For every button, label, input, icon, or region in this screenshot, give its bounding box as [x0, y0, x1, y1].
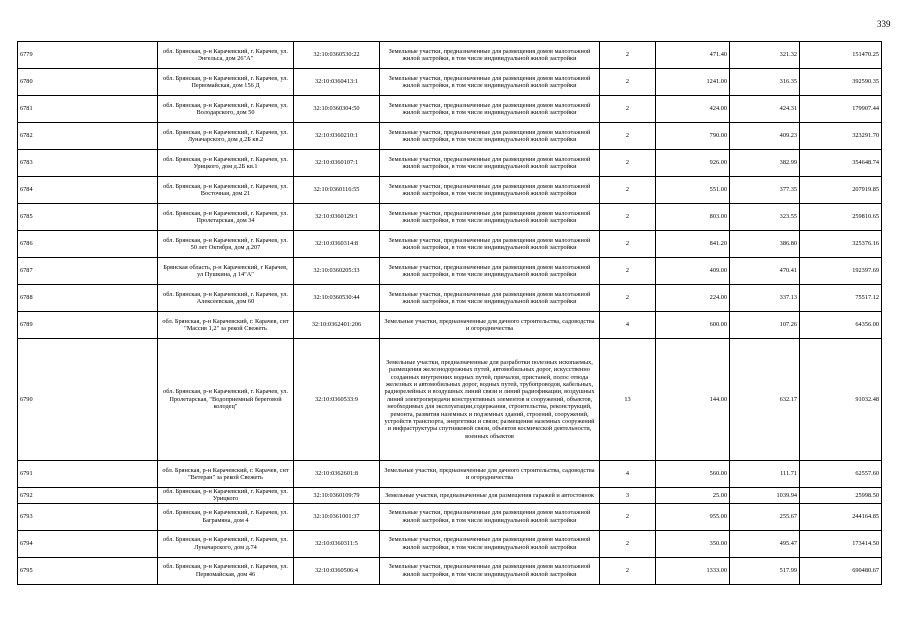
table-row — [18, 557, 882, 584]
use-group-cell: 2 — [600, 150, 656, 177]
use-group-cell: 2 — [600, 69, 656, 96]
specific-value-cell: 409.23 — [730, 123, 800, 150]
area-cell: 144.00 — [656, 339, 730, 461]
area-cell: 790.00 — [656, 123, 730, 150]
row-id-cell: 6782 — [18, 123, 158, 150]
specific-value-cell: 255.67 — [730, 503, 800, 530]
table-row — [18, 177, 882, 204]
address-cell: обл. Брянская, р-н Карачевский, г. Карачев, ул. Баграмяна, дом 4 — [158, 503, 294, 530]
page-number: 339 — [877, 19, 891, 29]
cadastral-number-cell: 32:10:0362401:206 — [294, 312, 380, 339]
cadastral-number-cell: 32:10:0360205:33 — [294, 258, 380, 285]
land-use-cell: Земельные участки, предназначенные для размещения домов малоэтажной жилой застройки, в том числе индивидуальной жилой застройки — [380, 285, 600, 312]
area-cell: 409.00 — [656, 258, 730, 285]
cadastral-value-cell: 192397.69 — [800, 258, 882, 285]
specific-value-cell: 323.55 — [730, 204, 800, 231]
cadastral-value-cell: 392590.35 — [800, 69, 882, 96]
specific-value-cell: 517.99 — [730, 557, 800, 584]
row-id-cell: 6794 — [18, 530, 158, 557]
table-row — [18, 42, 882, 69]
row-id-cell: 6795 — [18, 557, 158, 584]
specific-value-cell: 316.35 — [730, 69, 800, 96]
cadastral-number-cell: 32:10:0360530:44 — [294, 285, 380, 312]
use-group-cell: 2 — [600, 204, 656, 231]
use-group-cell: 2 — [600, 530, 656, 557]
table-row — [18, 461, 882, 488]
land-use-cell: Земельные участки, предназначенные для размещения домов малоэтажной жилой застройки, в том числе индивидуальной жилой застройки — [380, 530, 600, 557]
address-cell: обл. Брянская, р-н Карачевский, г. Карачев, ул. Алексеевская, дом 60 — [158, 285, 294, 312]
row-id-cell: 6789 — [18, 312, 158, 339]
cadastral-value-cell: 690480.67 — [800, 557, 882, 584]
table-row — [18, 530, 882, 557]
row-id-cell: 6781 — [18, 96, 158, 123]
use-group-cell: 2 — [600, 177, 656, 204]
cadastral-number-cell: 32:10:0360311:5 — [294, 530, 380, 557]
use-group-cell: 2 — [600, 96, 656, 123]
specific-value-cell: 382.99 — [730, 150, 800, 177]
use-group-cell: 2 — [600, 258, 656, 285]
address-cell: обл. Брянская, р-н Карачевский, г. Карачев, ул. Урицкого, дом д.2Б кв.1 — [158, 150, 294, 177]
address-cell: обл. Брянская, р-н Карачевский, г. Карачев, ул. Первомайская, дом 46 — [158, 557, 294, 584]
registry-body — [18, 42, 882, 585]
table-row — [18, 204, 882, 231]
cadastral-value-cell: 151470.25 — [800, 42, 882, 69]
row-id-cell: 6784 — [18, 177, 158, 204]
land-use-cell: Земельные участки, предназначенные для размещения домов малоэтажной жилой застройки, в том числе индивидуальной жилой застройки — [380, 177, 600, 204]
land-use-cell: Земельные участки, предназначенные для размещения гаражей и автостоянок — [380, 488, 600, 504]
land-use-cell: Земельные участки, предназначенные для размещения домов малоэтажной жилой застройки, в том числе индивидуальной жилой застройки — [380, 123, 600, 150]
cadastral-value-cell: 62557.60 — [800, 461, 882, 488]
address-cell: обл. Брянская, р-н Карачевский, г. Карачев, ул. Пролетарская, "Водоприемный береговой колодец" — [158, 339, 294, 461]
row-id-cell: 6780 — [18, 69, 158, 96]
specific-value-cell: 470.41 — [730, 258, 800, 285]
area-cell: 560.00 — [656, 461, 730, 488]
row-id-cell: 6785 — [18, 204, 158, 231]
area-cell: 1241.00 — [656, 69, 730, 96]
row-id-cell: 6790 — [18, 339, 158, 461]
cadastral-value-cell: 25998.50 — [800, 488, 882, 504]
row-id-cell: 6786 — [18, 231, 158, 258]
cadastral-number-cell: 32:10:0360533:9 — [294, 339, 380, 461]
area-cell: 551.00 — [656, 177, 730, 204]
use-group-cell: 4 — [600, 461, 656, 488]
area-cell: 350.00 — [656, 530, 730, 557]
cadastral-number-cell: 32:10:0361001:37 — [294, 503, 380, 530]
cadastral-number-cell: 32:10:0362601:8 — [294, 461, 380, 488]
table-row — [18, 285, 882, 312]
cadastral-value-cell: 179907.44 — [800, 96, 882, 123]
use-group-cell: 2 — [600, 231, 656, 258]
address-cell: обл. Брянская, р-н Карачевский, г. Карачев, снт "Массив 1,2" за рекой Свежеть — [158, 312, 294, 339]
cadastral-value-cell: 207919.85 — [800, 177, 882, 204]
land-use-cell: Земельные участки, предназначенные для размещения домов малоэтажной жилой застройки, в том числе индивидуальной жилой застройки — [380, 204, 600, 231]
area-cell: 1333.00 — [656, 557, 730, 584]
cadastral-number-cell: 32:10:0360506:4 — [294, 557, 380, 584]
land-use-cell: Земельные участки, предназначенные для разработки полезных ископаемых, размещения железнодорожных путей, автомобильных дорог, искусственно созданных внутренних водных путей, причалов, пристаней, полос отвода железных и автомобильных дорог, водных путей, трубопроводов, кабельных, радиорелейных и воздушных линий связи и линий радиофикации, воздушных линий электропередачи конструктивных элементов и сооружений, объектов, необходимых для эксплуатации,содержания, строительства, реконструкций, ремонта, развития наземных и подземных зданий, строений, сооружений, устройств транспорта, энергетики и связи; размещения наземных сооружений и инфраструктуры спутниковой связи, объектов космической деятельности, военных объектов — [380, 339, 600, 461]
specific-value-cell: 321.32 — [730, 42, 800, 69]
table-row — [18, 503, 882, 530]
cadastral-value-cell: 244164.85 — [800, 503, 882, 530]
address-cell: обл. Брянская, р-н Карачевский, г. Карачев, ул. Энгельса, дом 26"А" — [158, 42, 294, 69]
table-row — [18, 312, 882, 339]
area-cell: 25.00 — [656, 488, 730, 504]
land-use-cell: Земельные участки, предназначенные для дачного строительства, садоводства и огородничества — [380, 461, 600, 488]
address-cell: Брянская область, р-н Карачевский, г Карачев, ул Пушкина, д 14"А" — [158, 258, 294, 285]
area-cell: 841.20 — [656, 231, 730, 258]
specific-value-cell: 1039.94 — [730, 488, 800, 504]
table-row — [18, 488, 882, 504]
use-group-cell: 2 — [600, 42, 656, 69]
cadastral-number-cell: 32:10:0360107:1 — [294, 150, 380, 177]
land-use-cell: Земельные участки, предназначенные для дачного строительства, садоводства и огородничества — [380, 312, 600, 339]
land-use-cell: Земельные участки, предназначенные для размещения домов малоэтажной жилой застройки, в том числе индивидуальной жилой застройки — [380, 96, 600, 123]
address-cell: обл. Брянская, р-н Карачевский, г. Карачев, ул. Луначарского, дом д.2Б кв.2 — [158, 123, 294, 150]
cadastral-value-cell: 325376.16 — [800, 231, 882, 258]
row-id-cell: 6779 — [18, 42, 158, 69]
use-group-cell: 2 — [600, 557, 656, 584]
cadastral-number-cell: 32:10:0360129:1 — [294, 204, 380, 231]
use-group-cell: 13 — [600, 339, 656, 461]
use-group-cell: 2 — [600, 503, 656, 530]
land-use-cell: Земельные участки, предназначенные для размещения домов малоэтажной жилой застройки, в том числе индивидуальной жилой застройки — [380, 258, 600, 285]
area-cell: 224.00 — [656, 285, 730, 312]
address-cell: обл. Брянская, р-н Карачевский, г. Карачев, ул. Пролетарская, дом 34 — [158, 204, 294, 231]
cadastral-number-cell: 32:10:0360530:22 — [294, 42, 380, 69]
area-cell: 803.00 — [656, 204, 730, 231]
row-id-cell: 6791 — [18, 461, 158, 488]
table-row — [18, 339, 882, 461]
specific-value-cell: 424.31 — [730, 96, 800, 123]
table-row — [18, 123, 882, 150]
area-cell: 926.00 — [656, 150, 730, 177]
cadastral-value-cell: 91032.48 — [800, 339, 882, 461]
table-row — [18, 150, 882, 177]
cadastral-number-cell: 32:10:0360116:55 — [294, 177, 380, 204]
land-use-cell: Земельные участки, предназначенные для размещения домов малоэтажной жилой застройки, в том числе индивидуальной жилой застройки — [380, 42, 600, 69]
address-cell: обл. Брянская, р-н Карачевский, г. Карачев, ул. Володарского, дом 50 — [158, 96, 294, 123]
land-use-cell: Земельные участки, предназначенные для размещения домов малоэтажной жилой застройки, в том числе индивидуальной жилой застройки — [380, 503, 600, 530]
cadastral-number-cell: 32:10:0360210:1 — [294, 123, 380, 150]
use-group-cell: 4 — [600, 312, 656, 339]
area-cell: 471.40 — [656, 42, 730, 69]
cadastral-value-cell: 64356.00 — [800, 312, 882, 339]
land-use-cell: Земельные участки, предназначенные для размещения домов малоэтажной жилой застройки, в том числе индивидуальной жилой застройки — [380, 150, 600, 177]
cadastral-value-cell: 354648.74 — [800, 150, 882, 177]
use-group-cell: 2 — [600, 285, 656, 312]
area-cell: 600.00 — [656, 312, 730, 339]
table-row — [18, 96, 882, 123]
cadastral-value-cell: 323291.70 — [800, 123, 882, 150]
table-row — [18, 258, 882, 285]
table-row — [18, 69, 882, 96]
specific-value-cell: 111.71 — [730, 461, 800, 488]
land-use-cell: Земельные участки, предназначенные для размещения домов малоэтажной жилой застройки, в том числе индивидуальной жилой застройки — [380, 557, 600, 584]
cadastral-number-cell: 32:10:0360109:79 — [294, 488, 380, 504]
address-cell: обл. Брянская, р-н Карачевский, г. Карачев, ул. Луначарского, дом д.74 — [158, 530, 294, 557]
table-row — [18, 231, 882, 258]
row-id-cell: 6783 — [18, 150, 158, 177]
specific-value-cell: 495.47 — [730, 530, 800, 557]
cadastral-number-cell: 32:10:0360314:8 — [294, 231, 380, 258]
address-cell: обл. Брянская, р-н Карачевский, г. Карачев, ул. Восточная, дом 21 — [158, 177, 294, 204]
use-group-cell: 3 — [600, 488, 656, 504]
specific-value-cell: 107.26 — [730, 312, 800, 339]
specific-value-cell: 386.80 — [730, 231, 800, 258]
area-cell: 424.00 — [656, 96, 730, 123]
row-id-cell: 6793 — [18, 503, 158, 530]
cadastral-value-cell: 259810.65 — [800, 204, 882, 231]
use-group-cell: 2 — [600, 123, 656, 150]
land-use-cell: Земельные участки, предназначенные для размещения домов малоэтажной жилой застройки, в том числе индивидуальной жилой застройки — [380, 231, 600, 258]
land-use-cell: Земельные участки, предназначенные для размещения домов малоэтажной жилой застройки, в том числе индивидуальной жилой застройки — [380, 69, 600, 96]
specific-value-cell: 632.17 — [730, 339, 800, 461]
address-cell: обл. Брянская, р-н Карачевский, г. Карачев, ул. Урицкого — [158, 488, 294, 504]
cadastral-number-cell: 32:10:0360304:50 — [294, 96, 380, 123]
area-cell: 955.00 — [656, 503, 730, 530]
cadastral-value-cell: 75517.12 — [800, 285, 882, 312]
cadastral-value-cell: 173414.50 — [800, 530, 882, 557]
cadastral-number-cell: 32:10:0360413:1 — [294, 69, 380, 96]
row-id-cell: 6788 — [18, 285, 158, 312]
specific-value-cell: 377.35 — [730, 177, 800, 204]
address-cell: обл. Брянская, р-н Карачевский, г. Карачев, ул. Первомайская, дом 156 Д — [158, 69, 294, 96]
row-id-cell: 6787 — [18, 258, 158, 285]
cadastral-registry-table — [17, 41, 882, 585]
address-cell: обл. Брянская, р-н Карачевский, г. Карачев, снт "Ветеран" за рекой Свежеть — [158, 461, 294, 488]
row-id-cell: 6792 — [18, 488, 158, 504]
address-cell: обл. Брянская, р-н Карачевский, г. Карачев, ул. 50 лет Октября, дом д.207 — [158, 231, 294, 258]
specific-value-cell: 337.13 — [730, 285, 800, 312]
